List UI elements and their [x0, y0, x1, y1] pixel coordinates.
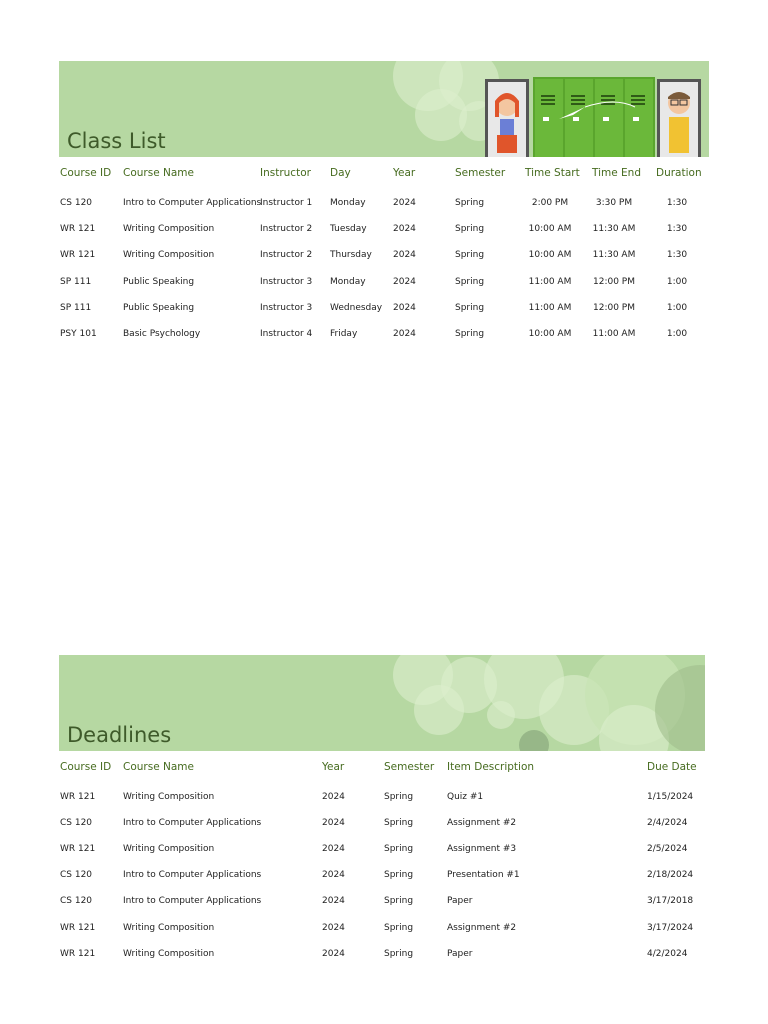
cell-duration: 1:00: [666, 302, 688, 313]
cell-time-start: 11:00 AM: [528, 302, 572, 313]
cell-time-end: 11:30 AM: [592, 224, 636, 235]
cell-course-id: WR 121: [60, 844, 96, 855]
cell-semester: Spring: [384, 792, 414, 802]
cell-course-name: Writing Composition: [123, 922, 215, 933]
cell-course-id: WR 121: [60, 948, 96, 959]
cell-year: 2024: [393, 276, 416, 287]
cell-due-date: 3/17/2018: [647, 896, 694, 907]
cell-course-id: CS 120: [60, 896, 93, 907]
cell-duration: 1:30: [666, 224, 688, 235]
cell-item-description: Assignment #2: [447, 818, 517, 829]
column-header-day: Day: [330, 167, 351, 179]
cell-year: 2024: [322, 922, 345, 933]
cell-semester: Spring: [455, 329, 485, 339]
cell-item-description: Assignment #3: [447, 844, 517, 855]
column-header-item-description: Item Description: [447, 761, 535, 773]
cell-time-start: 10:00 AM: [528, 329, 572, 339]
cell-time-end: 11:00 AM: [592, 329, 636, 339]
cell-course-name: Public Speaking: [123, 276, 195, 287]
cell-course-id: CS 120: [60, 870, 93, 881]
cell-course-name: Intro to Computer Applications: [123, 198, 262, 208]
column-header-instructor: Instructor: [260, 167, 311, 179]
cell-course-name: Writing Composition: [123, 250, 215, 261]
cell-semester: Spring: [384, 818, 414, 829]
cell-day: Monday: [330, 276, 366, 287]
cell-course-name: Writing Composition: [123, 224, 215, 235]
cell-course-name: Intro to Computer Applications: [123, 896, 262, 907]
cell-semester: Spring: [455, 302, 485, 313]
column-header-year: Year: [393, 167, 416, 179]
cell-due-date: 1/15/2024: [647, 792, 694, 802]
cell-course-id: CS 120: [60, 818, 93, 829]
cell-item-description: Assignment #2: [447, 922, 517, 933]
cell-year: 2024: [322, 792, 345, 802]
column-header-course-id: Course ID: [60, 167, 112, 179]
cell-course-id: WR 121: [60, 922, 96, 933]
column-header-course-name: Course Name: [123, 761, 194, 773]
cell-year: 2024: [322, 818, 345, 829]
column-header-course-id: Course ID: [60, 761, 112, 773]
cell-item-description: Quiz #1: [447, 792, 484, 802]
column-header-course-name: Course Name: [123, 167, 194, 179]
cell-instructor: Instructor 4: [260, 329, 313, 339]
cell-course-name: Writing Composition: [123, 792, 215, 802]
cell-course-id: PSY 101: [60, 329, 97, 339]
cell-day: Tuesday: [330, 224, 367, 235]
cell-course-name: Writing Composition: [123, 948, 215, 959]
cell-course-id: CS 120: [60, 198, 93, 208]
cell-due-date: 2/18/2024: [647, 870, 694, 881]
cell-item-description: Presentation #1: [447, 870, 520, 881]
cell-year: 2024: [322, 844, 345, 855]
cell-course-name: Public Speaking: [123, 302, 195, 313]
cell-due-date: 4/2/2024: [647, 948, 688, 959]
cell-time-start: 11:00 AM: [528, 276, 572, 287]
cell-course-id: SP 111: [60, 276, 92, 287]
cell-semester: Spring: [384, 922, 414, 933]
cell-time-end: 11:30 AM: [592, 250, 636, 261]
cell-day: Wednesday: [330, 302, 383, 313]
cell-semester: Spring: [384, 844, 414, 855]
cell-course-id: WR 121: [60, 250, 96, 261]
cell-year: 2024: [393, 250, 416, 261]
cell-time-end: 12:00 PM: [593, 302, 635, 313]
cell-day: Thursday: [330, 250, 372, 261]
cell-day: Monday: [330, 198, 366, 208]
column-header-time-start: Time Start: [525, 167, 580, 179]
cell-course-id: SP 111: [60, 302, 92, 313]
cell-semester: Spring: [384, 948, 414, 959]
cell-course-id: WR 121: [60, 224, 96, 235]
cell-due-date: 2/4/2024: [647, 818, 688, 829]
deadlines-title: Deadlines: [67, 723, 172, 747]
cell-course-name: Intro to Computer Applications: [123, 818, 262, 829]
cell-due-date: 3/17/2024: [647, 922, 694, 933]
cell-duration: 1:00: [666, 329, 688, 339]
cell-course-name: Basic Psychology: [123, 329, 201, 339]
cell-year: 2024: [322, 870, 345, 881]
cell-course-name: Writing Composition: [123, 844, 215, 855]
cell-instructor: Instructor 2: [260, 224, 313, 235]
cell-time-start: 2:00 PM: [531, 198, 569, 208]
cell-item-description: Paper: [447, 896, 473, 907]
cell-duration: 1:30: [666, 198, 688, 208]
column-header-time-end: Time End: [592, 167, 641, 179]
class-list-banner: [59, 61, 709, 157]
cell-instructor: Instructor 1: [260, 198, 313, 208]
cell-year: 2024: [393, 302, 416, 313]
cell-semester: Spring: [384, 870, 414, 881]
column-header-semester: Semester: [384, 761, 435, 773]
cell-semester: Spring: [455, 276, 485, 287]
cell-instructor: Instructor 3: [260, 276, 313, 287]
cell-year: 2024: [393, 198, 416, 208]
cell-duration: 1:00: [666, 276, 688, 287]
cell-due-date: 2/5/2024: [647, 844, 688, 855]
class-list-title: Class List: [67, 129, 166, 153]
cell-time-end: 3:30 PM: [595, 198, 633, 208]
cell-time-start: 10:00 AM: [528, 250, 572, 261]
cell-year: 2024: [393, 329, 416, 339]
cell-semester: Spring: [455, 198, 485, 208]
cell-item-description: Paper: [447, 948, 473, 959]
column-header-duration: Duration: [656, 167, 702, 179]
column-header-due-date: Due Date: [647, 761, 697, 773]
cell-year: 2024: [322, 896, 345, 907]
cell-time-start: 10:00 AM: [528, 224, 572, 235]
column-header-year: Year: [322, 761, 345, 773]
lockers-illustration: [485, 77, 701, 157]
cell-semester: Spring: [455, 250, 485, 261]
cell-duration: 1:30: [666, 250, 688, 261]
cell-year: 2024: [393, 224, 416, 235]
cell-semester: Spring: [455, 224, 485, 235]
cell-course-name: Intro to Computer Applications: [123, 870, 262, 881]
cell-semester: Spring: [384, 896, 414, 907]
cell-year: 2024: [322, 948, 345, 959]
cell-day: Friday: [330, 329, 358, 339]
cell-instructor: Instructor 2: [260, 250, 313, 261]
cell-instructor: Instructor 3: [260, 302, 313, 313]
column-header-semester: Semester: [455, 167, 506, 179]
cell-time-end: 12:00 PM: [593, 276, 635, 287]
deadlines-banner: [59, 655, 705, 751]
cell-course-id: WR 121: [60, 792, 96, 802]
